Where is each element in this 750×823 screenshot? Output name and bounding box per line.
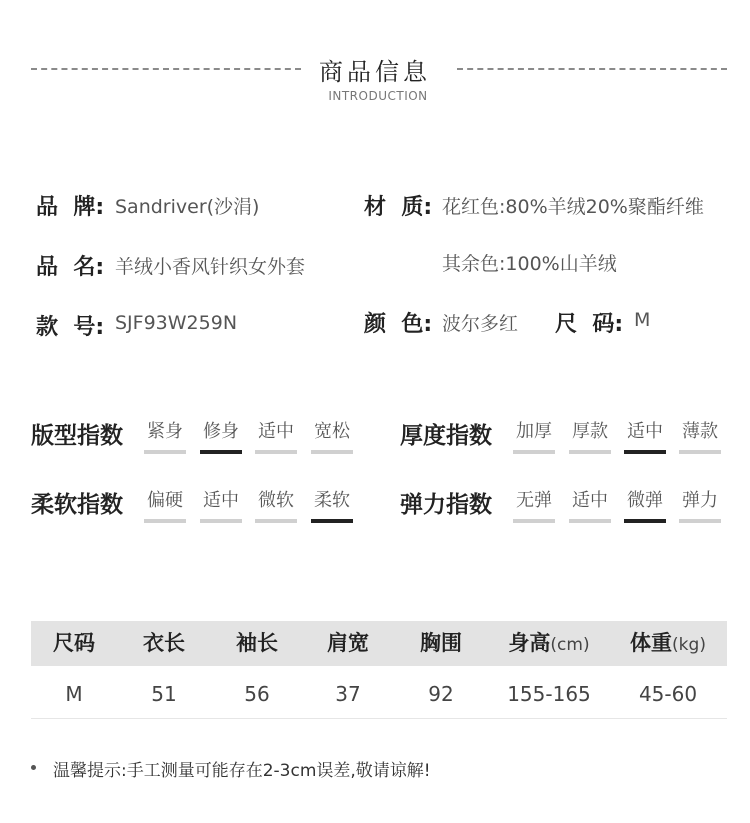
brand-label: 品 牌: <box>36 195 105 220</box>
brand-value: Sandriver(沙涓) <box>115 196 260 218</box>
elasticity-option-bar <box>513 519 555 523</box>
fit-index-title: 版型指数 <box>31 423 123 449</box>
size-table-header <box>31 621 727 666</box>
softness-option <box>311 490 353 523</box>
softness-option <box>200 490 242 523</box>
name-label: 品 名: <box>36 255 105 280</box>
elasticity-option <box>513 490 555 523</box>
fit-option <box>200 421 242 454</box>
elasticity-option-label: 弹力 <box>682 490 718 511</box>
softness-option-label: 偏硬 <box>147 490 183 511</box>
size-table-header-cell <box>303 621 393 666</box>
style-number-value: SJF93W259N <box>115 312 238 334</box>
material-value-secondary: 其余色:100%山羊绒 <box>442 253 617 275</box>
thickness-option <box>569 421 611 454</box>
thickness-option-label: 适中 <box>627 421 663 442</box>
softness-option-label: 柔软 <box>314 490 350 511</box>
softness-option <box>255 490 297 523</box>
header-label: 身高 <box>508 631 551 655</box>
table-cell: 56 <box>244 682 270 706</box>
fit-option <box>311 421 353 454</box>
elasticity-option <box>624 490 666 523</box>
thickness-option <box>679 421 721 454</box>
softness-option-bar <box>200 519 242 523</box>
thickness-option-label: 薄款 <box>682 421 718 442</box>
thickness-option <box>624 421 666 454</box>
elasticity-option-label: 无弹 <box>516 490 552 511</box>
color-label: 颜 色: <box>364 312 433 337</box>
elasticity-option-label: 微弹 <box>627 490 663 511</box>
section-subtitle: INTRODUCTION <box>328 89 428 103</box>
header-label: 尺码 <box>53 631 95 655</box>
header-label: 体重 <box>630 631 673 655</box>
elasticity-option-bar <box>679 519 721 523</box>
elasticity-option <box>679 490 721 523</box>
size-table-header-cell <box>609 621 727 666</box>
size-table-header-cell <box>211 621 303 666</box>
thickness-option-bar <box>679 450 721 454</box>
material-value-primary: 花红色:80%羊绒20%聚酯纤维 <box>442 196 704 218</box>
size-label: 尺 码: <box>555 312 624 337</box>
size-table-header-cell <box>489 621 609 666</box>
color-value: 波尔多红 <box>442 313 519 335</box>
thickness-option-label: 加厚 <box>516 421 552 442</box>
table-cell: 155-165 <box>507 682 591 706</box>
header-unit: (cm) <box>550 635 590 655</box>
measurement-note: 温馨提示:手工测量可能存在2-3cm误差,敬请谅解! <box>53 761 431 781</box>
fit-option <box>144 421 186 454</box>
header-label: 衣长 <box>143 631 185 655</box>
softness-index-title: 柔软指数 <box>31 492 123 518</box>
size-value: M <box>634 309 651 331</box>
size-table-header-cell <box>393 621 489 666</box>
header-divider-left <box>31 68 301 70</box>
fit-option-label: 适中 <box>258 421 294 442</box>
thickness-option <box>513 421 555 454</box>
size-table-header-cell <box>31 621 117 666</box>
table-cell: 51 <box>151 682 177 706</box>
softness-option <box>144 490 186 523</box>
fit-option-bar <box>144 450 186 454</box>
fit-option-bar <box>255 450 297 454</box>
header-unit: (kg) <box>672 635 706 655</box>
table-cell: 92 <box>428 682 454 706</box>
elasticity-option <box>569 490 611 523</box>
softness-option-bar <box>144 519 186 523</box>
table-row <box>31 666 727 719</box>
fit-option-bar <box>200 450 242 454</box>
fit-option-label: 紧身 <box>147 421 183 442</box>
softness-option-label: 微软 <box>258 490 294 511</box>
thickness-option-bar <box>513 450 555 454</box>
header-divider-right <box>457 68 727 70</box>
header-label: 肩宽 <box>327 631 369 655</box>
size-table-header-cell <box>117 621 211 666</box>
section-title: 商品信息 <box>319 58 431 86</box>
thickness-option-bar <box>569 450 611 454</box>
thickness-option-label: 厚款 <box>572 421 608 442</box>
softness-option-label: 适中 <box>203 490 239 511</box>
thickness-option-bar <box>624 450 666 454</box>
softness-option-bar <box>311 519 353 523</box>
style-number-label: 款 号: <box>36 315 105 340</box>
elasticity-option-bar <box>624 519 666 523</box>
fit-option-label: 宽松 <box>314 421 350 442</box>
fit-option <box>255 421 297 454</box>
softness-option-bar <box>255 519 297 523</box>
thickness-index-title: 厚度指数 <box>400 423 492 449</box>
table-cell: M <box>65 682 83 706</box>
elasticity-index-title: 弹力指数 <box>400 492 492 518</box>
bullet-icon <box>31 765 36 770</box>
header-label: 胸围 <box>420 631 462 655</box>
name-value: 羊绒小香风针织女外套 <box>115 256 306 278</box>
fit-option-bar <box>311 450 353 454</box>
header-label: 袖长 <box>236 631 278 655</box>
elasticity-option-bar <box>569 519 611 523</box>
material-label: 材 质: <box>364 195 433 220</box>
fit-option-label: 修身 <box>203 421 239 442</box>
table-cell: 37 <box>335 682 361 706</box>
table-cell: 45-60 <box>638 682 698 706</box>
elasticity-option-label: 适中 <box>572 490 608 511</box>
